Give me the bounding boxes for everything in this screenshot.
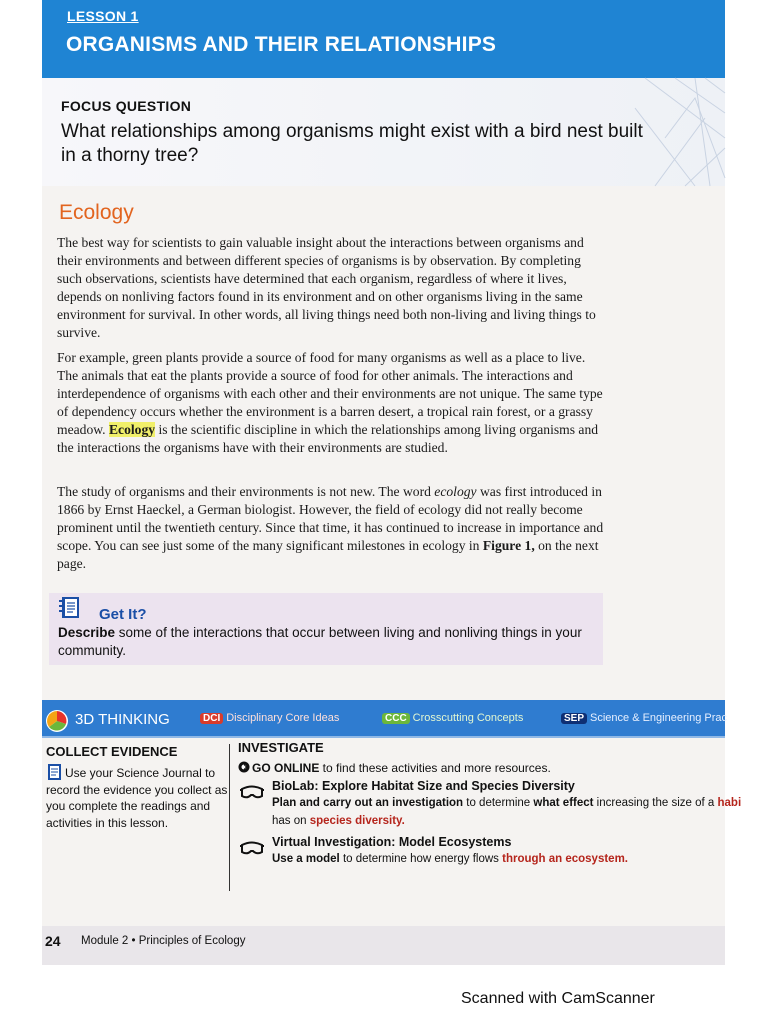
paragraph-2 <box>57 349 605 457</box>
page-number: 24 <box>45 933 61 949</box>
notebook-icon <box>59 596 81 620</box>
ecology-key-term: Ecology <box>108 422 156 437</box>
paragraph-3-text-b: was first introduced in 1866 by Ernst Haeckel, a German biologist. However, the field of ecology did not really become prominent until the twentieth century. Since that time, it has continued to increase in importance and scope. You can see just some of the many significant milestones in ecology in <box>57 484 604 553</box>
get-it-prompt-text: some of the interactions that occur between living and nonliving things in your community. <box>58 625 582 658</box>
paragraph-2-text-b: is the scientific discipline in which the relationships among living organisms and the interactions the organisms have with their environments are studied. <box>57 422 599 455</box>
science-journal-icon <box>46 764 62 780</box>
investigate-title: INVESTIGATE <box>238 740 324 755</box>
get-it-box <box>49 593 603 665</box>
biolab-emphasis-2: what effect <box>533 797 594 809</box>
biolab-description-line-2 <box>272 815 405 827</box>
collect-evidence-body: Use your Science Journal to record the evidence you collect as you complete the readings and activities in this lesson. <box>46 766 228 830</box>
focus-question-text: What relationships among organisms might exist with a bird nest built in a thorny tree? <box>61 121 643 166</box>
virtual-text-1: to determine how energy flows <box>339 853 503 865</box>
ccc-badge: CCC <box>382 713 410 724</box>
textbook-page <box>42 0 742 965</box>
virtual-investigation-description <box>272 853 628 865</box>
focus-question-box <box>42 78 725 186</box>
column-divider <box>229 744 230 891</box>
safety-goggles-icon <box>240 784 264 800</box>
collect-evidence-title: COLLECT EVIDENCE <box>46 744 178 759</box>
collect-evidence-text <box>46 764 230 831</box>
get-it-title: Get It? <box>99 606 147 623</box>
biolab-emphasis-3: habi <box>717 797 742 809</box>
biolab-title[interactable]: BioLab: Explore Habitat Size and Species Diversity <box>272 779 575 793</box>
go-online-text: to find these activities and more resources. <box>319 761 551 775</box>
paragraph-3 <box>57 483 605 573</box>
ccc-label: Crosscutting Concepts <box>412 712 524 724</box>
paragraph-3-text-a: The study of organisms and their environments is not new. The word <box>57 484 435 499</box>
lesson-title: ORGANISMS AND THEIR RELATIONSHIPS <box>66 33 497 56</box>
biolab-text-3: has on <box>272 815 310 827</box>
go-online-line <box>238 761 551 775</box>
virtual-investigation-title[interactable]: Virtual Investigation: Model Ecosystems <box>272 835 512 849</box>
paragraph-3-text-c: on the next page. <box>57 538 599 571</box>
3d-thinking-logo-icon <box>45 709 69 733</box>
sep-label: Science & Engineering Prac <box>590 712 727 724</box>
scanner-watermark: Scanned with CamScanner <box>461 990 655 1007</box>
safety-goggles-icon <box>240 840 264 856</box>
decorative-pattern-icon <box>635 78 725 186</box>
go-online-icon <box>238 761 250 773</box>
get-it-verb: Describe <box>58 625 116 640</box>
lesson-label: LESSON 1 <box>67 8 139 24</box>
go-online-label[interactable]: GO ONLINE <box>252 761 320 775</box>
sep-badge: SEP <box>561 713 587 724</box>
lesson-header <box>42 0 725 78</box>
ccc-link[interactable] <box>382 712 523 724</box>
biolab-text-2: increasing the size of a <box>593 797 718 809</box>
virtual-emphasis-2: through an ecosystem. <box>502 853 628 865</box>
dci-label: Disciplinary Core Ideas <box>226 712 340 724</box>
biolab-description-line-1 <box>272 797 741 809</box>
sep-link[interactable] <box>561 712 727 724</box>
dci-link[interactable] <box>200 712 339 724</box>
paragraph-1: The best way for scientists to gain valuable insight about the interactions between organisms and their environments and between different species of organisms is by observation. By completing such observations, scientists have determined that each organism, regardless of where it lives, depends on nonliving factors found in its environment and on other organisms living in the same environment for survival. In other words, all living things need both non-living and living things to survive. <box>57 235 596 340</box>
section-heading-ecology: Ecology <box>59 201 134 224</box>
biolab-emphasis-4: species diversity. <box>309 815 405 827</box>
ecology-italic-term: ecology <box>434 484 477 499</box>
module-name: Module 2 • Principles of Ecology <box>81 935 246 947</box>
get-it-prompt <box>58 624 598 660</box>
3d-thinking-bar <box>42 700 725 738</box>
dci-badge: DCI <box>200 713 223 724</box>
focus-question-label: FOCUS QUESTION <box>61 98 192 114</box>
biolab-emphasis-1: Plan and carry out an investigation <box>272 797 464 809</box>
3d-thinking-title: 3D THINKING <box>75 711 170 728</box>
biolab-text-1: to determine <box>463 797 534 809</box>
page-footer <box>42 926 725 965</box>
paragraph-2-text-a: For example, green plants provide a source of food for many organisms as well as a place to live. The animals that eat the plants provide a source of food for other animals. The interactions and interdependence of organisms with each other and their environments are not unique. The same type of dependency occurs whether the environment is a barren desert, a tropical rain forest, or a grassy meadow. <box>57 350 603 437</box>
virtual-emphasis-1: Use a model <box>272 853 340 865</box>
figure-reference: Figure 1, <box>482 538 535 553</box>
